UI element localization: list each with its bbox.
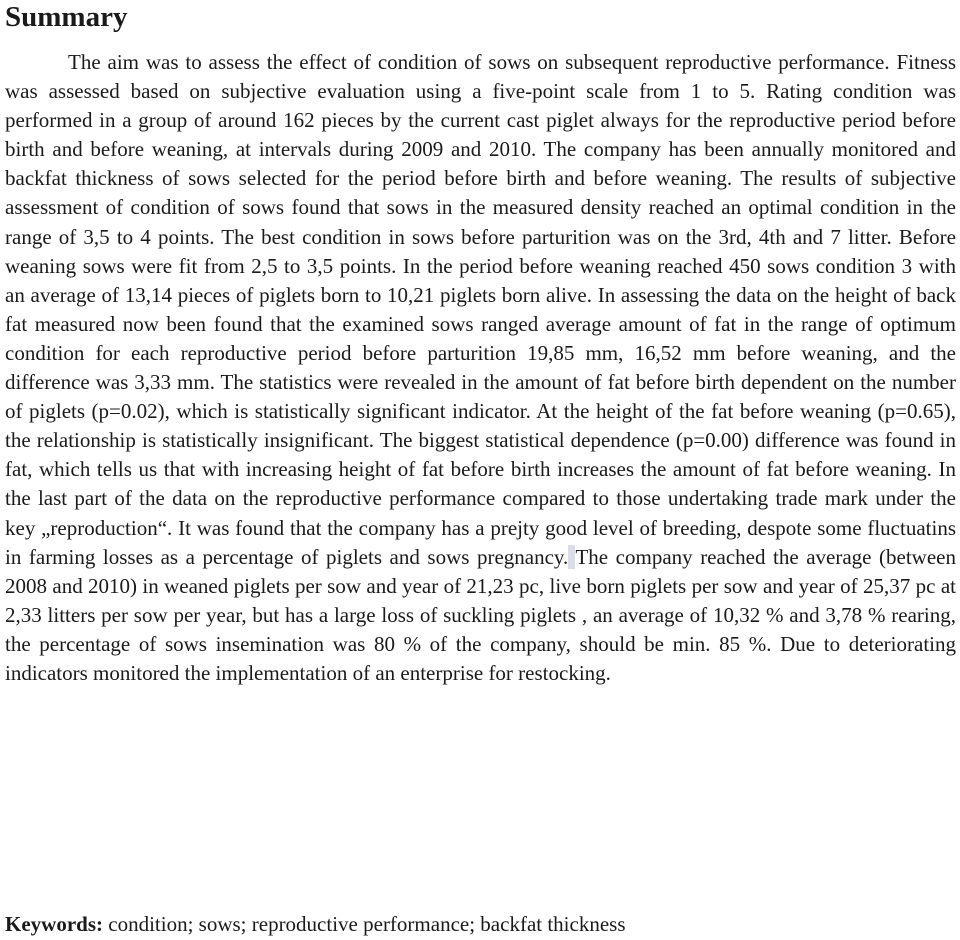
summary-text-part-1: The aim was to assess the effect of condition of sows on subsequent reproductive performance. Fitness was assessed based on subjective evaluation using a five-point scale from 1 to 5. Rating condition was performed in a group of around 162 pieces by the current cast piglet always for the reproductive period before birth and before weaning, at intervals during 2009 and 2010. The company has been annually monitored and backfat thickness of sows selected for the period before birth and before weaning. The results of subjective assessment of condition of sows found that sows in the measured density reached an optimal condition in the range of 3,5 to 4 points. The best condition in sows before parturition was on the 3rd, 4th and 7 litter. Before weaning sows were fit from 2,5 to 3,5 points. In the period before weaning reached 450 sows condition 3 with an average of 13,14 pieces of piglets born to 10,21 piglets born alive. In assessing the data on the height of back fat measured now been found that the examined sows ranged average amount of fat in the range of optimum condition for each reproductive period before parturition 19,85 mm, 16,52 mm before weaning, and the difference was 3,33 mm. The statistics were revealed in the amount of fat before birth dependent on the number of piglets (p=0.02), which is statistically significant indicator. At the height of the fat before weaning (p=0.65), the relationship is statistically insignificant. The biggest statistical dependence (p=0.00) difference was found in fat, which tells us that with increasing height of fat before birth increases the amount of fat before weaning. In the last part of the data on the reproductive performance compared to those undertaking trade mark under the key „reproduction“. It was found that the company has a prejty good level of breeding, despote some fluctuatins in farming losses as a percentage of piglets and sows pregnancy.: [5, 50, 956, 569]
summary-heading: Summary: [5, 1, 128, 33]
keywords-label: Keywords:: [5, 912, 103, 936]
keywords-text: condition; sows; reproductive performance; backfat thickness: [103, 912, 626, 936]
summary-paragraph: [5, 48, 956, 688]
document-page: [5, 0, 956, 936]
summary-text-part-2: The company reached the average (between 2008 and 2010) in weaned piglets per sow and year of 21,23 pc, live born piglets per sow and year of 25,37 pc at 2,33 litters per sow per year, but has a large loss of suckling piglets , an average of 10,32 % and 3,78 % rearing, the percentage of sows insemination was 80 % of the company, should be min. 85 %. Due to deteriorating indicators monitored the implementation of an enterprise for restocking.: [5, 544, 956, 685]
keywords-line: [5, 910, 626, 939]
